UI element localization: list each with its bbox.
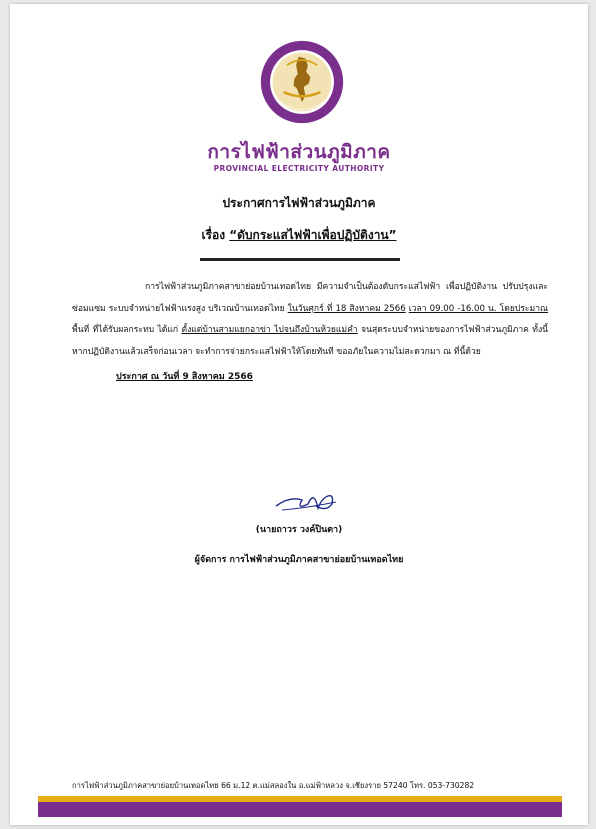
affected-area: ตั้งแต่บ้านสามแยกอาข่า ไปจนถึงบ้านห้วยแม่คำ xyxy=(181,325,358,335)
heading-divider xyxy=(200,258,400,261)
footer-address: การไฟฟ้าส่วนภูมิภาคสาขาย่อยบ้านเทอดไทย 66 ม.12 ต.แม่สลองใน อ.แม่ฟ้าหลวง จ.เชียงราย 57240 โทร. 053-730282 xyxy=(72,781,475,790)
pea-logo xyxy=(260,40,344,124)
announcement-date: ประกาศ ณ วันที่ 9 สิงหาคม 2566 xyxy=(116,372,253,382)
footer-bar-purple xyxy=(38,802,562,817)
body-area-intro: พื้นที่ ที่ได้รับผลกระทบ ได้แก่ xyxy=(72,325,182,335)
body-closing: จนสุดระบบจำหน่ายของการไฟฟ้าส่วนภูมิภาค ทั้งนี้ หากปฏิบัติงานแล้วเสร็จก่อนเวลา จะทำการจ่ายกระแสไฟฟ้าให้โดยทันที ขออภัยในความไม่สะดวกมา ณ ที่นี้ด้วย xyxy=(72,325,549,357)
document-page xyxy=(10,4,588,825)
subject-title: “ดับกระแสไฟฟ้าเพื่อปฏิบัติงาน” xyxy=(229,228,397,242)
signer-name: (นายถาวร วงค์ปินตา) xyxy=(255,525,343,535)
body-intro: การไฟฟ้าส่วนภูมิภาคสาขาย่อยบ้านเทอดไทย มีความจำเป็นต้องดับกระแสไฟฟ้า เพื่อปฏิบัติงาน ปรับปรุงและซ่อมแซม ระบบจำหน่ายไฟฟ้าแรงสูง บริเวณบ้านเทอดไทย xyxy=(72,282,548,314)
signature-image xyxy=(272,484,342,518)
outage-date: ในวันศุกร์ ที่ 18 สิงหาคม 2566 xyxy=(287,303,406,314)
org-name-thai: การไฟฟ้าส่วนภูมิภาค xyxy=(207,141,391,163)
signer-title: ผู้จัดการ การไฟฟ้าส่วนภูมิภาคสาขาย่อยบ้านเทอดไทย xyxy=(194,555,404,565)
announcement-subject xyxy=(10,226,588,245)
announcement-heading: ประกาศการไฟฟ้าส่วนภูมิภาค xyxy=(222,196,376,210)
org-name-english: PROVINCIAL ELECTRICITY AUTHORITY xyxy=(213,164,385,173)
announcement-body xyxy=(72,277,548,363)
outage-time: เวลา 09.00 -16.00 น. โดยประมาณ xyxy=(408,303,549,314)
subject-prefix: เรื่อง xyxy=(201,228,230,242)
